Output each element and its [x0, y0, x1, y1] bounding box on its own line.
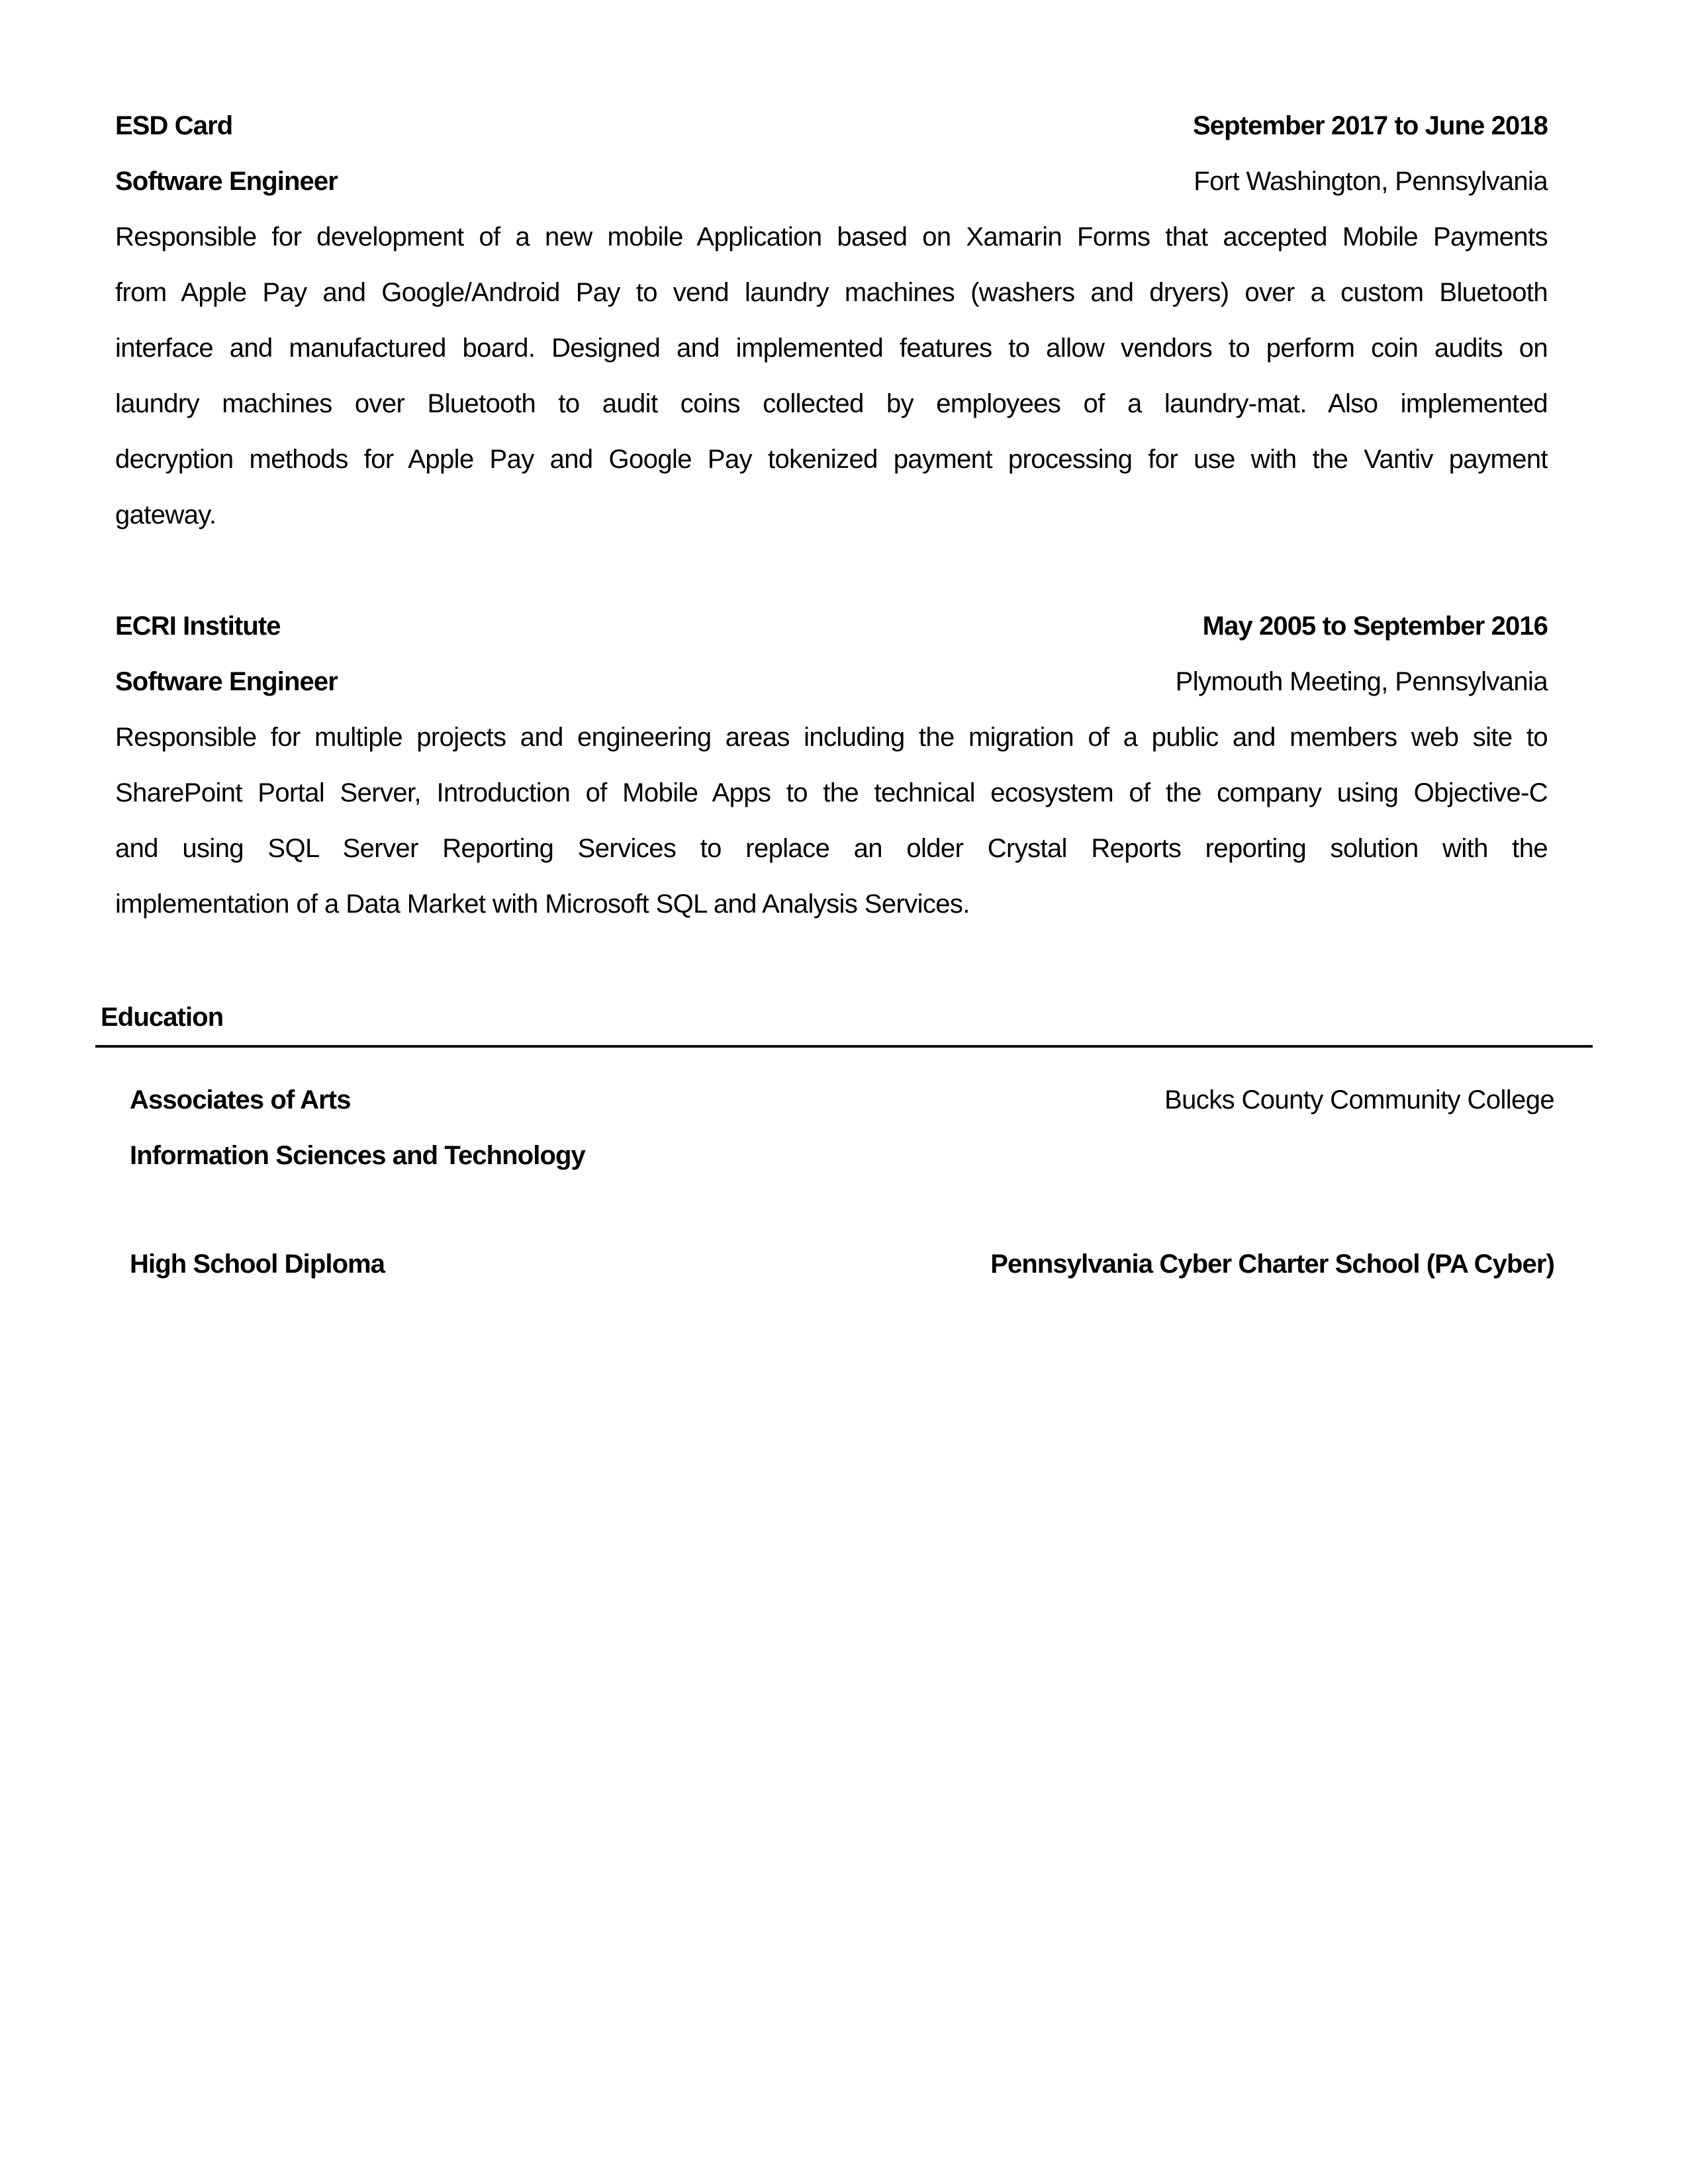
- description-line: gateway.: [115, 500, 216, 529]
- job-location: Plymouth Meeting, Pennsylvania: [1175, 667, 1548, 696]
- job-title: Software Engineer: [115, 667, 338, 696]
- degree-name: High School Diploma: [130, 1250, 385, 1279]
- description-line: SharePoint Portal Server, Introduction of Mobile Apps to the technical ecosystem of the company using Objective-C: [115, 778, 1548, 807]
- degree-name: Associates of Arts: [130, 1085, 351, 1115]
- field-of-study: Information Sciences and Technology: [130, 1141, 585, 1170]
- description-line: implementation of a Data Market with Microsoft SQL and Analysis Services.: [115, 889, 970, 919]
- job-location: Fort Washington, Pennsylvania: [1194, 167, 1548, 196]
- description-line: Responsible for development of a new mobile Application based on Xamarin Forms that accepted Mobile Payments: [115, 222, 1548, 251]
- company-name: ESD Card: [115, 111, 233, 140]
- section-divider: [95, 1045, 1593, 1048]
- institution-name: Pennsylvania Cyber Charter School (PA Cyber): [990, 1250, 1554, 1279]
- employment-dates: May 2005 to September 2016: [1202, 612, 1548, 641]
- company-name: ECRI Institute: [115, 612, 281, 641]
- description-line: decryption methods for Apple Pay and Google Pay tokenized payment processing for use with the Vantiv payment: [115, 445, 1548, 474]
- section-heading-education: Education: [101, 1003, 224, 1032]
- description-line: and using SQL Server Reporting Services to replace an older Crystal Reports reporting solution with the: [115, 834, 1548, 863]
- employment-dates: September 2017 to June 2018: [1193, 111, 1548, 140]
- description-line: Responsible for multiple projects and engineering areas including the migration of a public and members web site to: [115, 723, 1548, 752]
- description-line: interface and manufactured board. Designed and implemented features to allow vendors to perform coin audits on: [115, 334, 1548, 363]
- institution-name: Bucks County Community College: [1164, 1085, 1554, 1115]
- job-title: Software Engineer: [115, 167, 338, 196]
- description-line: laundry machines over Bluetooth to audit coins collected by employees of a laundry-mat. Also implemented: [115, 389, 1548, 418]
- description-line: from Apple Pay and Google/Android Pay to vend laundry machines (washers and dryers) over a custom Bluetooth: [115, 278, 1548, 307]
